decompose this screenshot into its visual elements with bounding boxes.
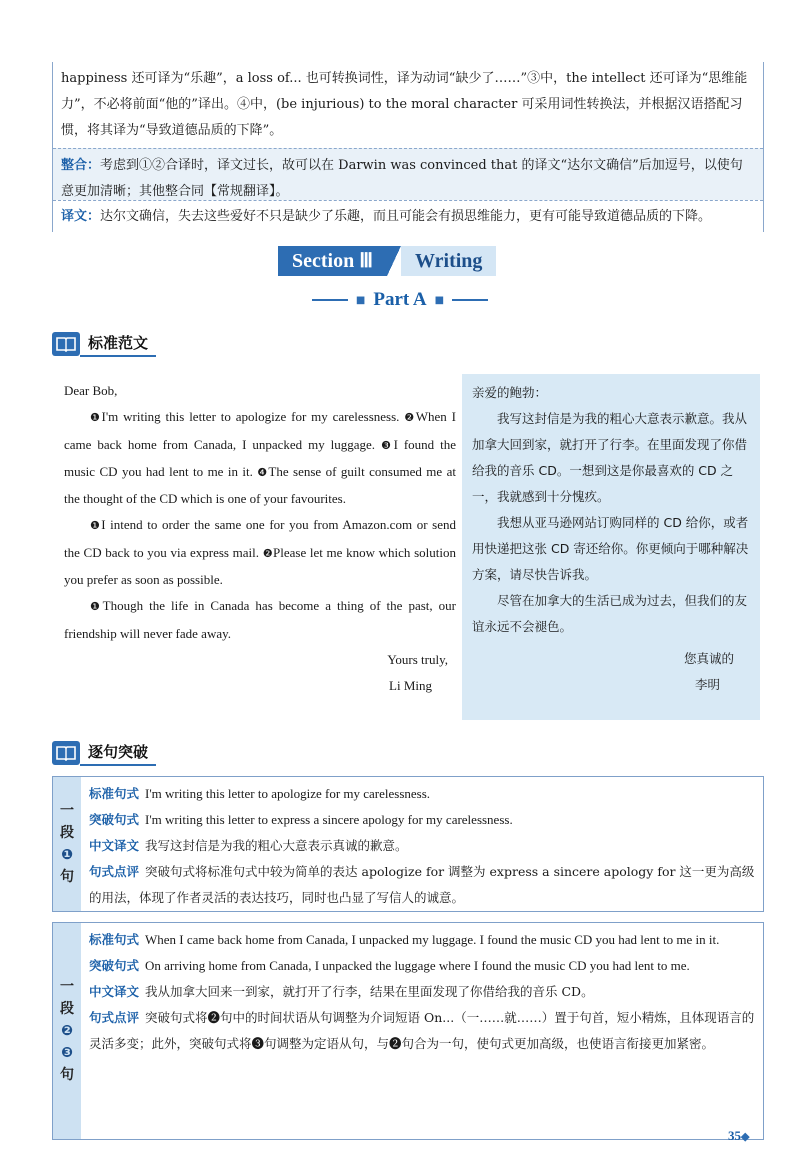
translation-text: 达尔文确信，失去这些爱好不只是缺少了乐趣，而且可能会有损思维能力，更有可能导致道德品质的下降。	[100, 209, 712, 224]
translation-label: 译文：	[61, 209, 101, 224]
standard-sentence-row	[89, 781, 755, 807]
side-char: 句	[60, 869, 74, 885]
chinese-translation: 我从加拿大回来一到家，就打开了行李，结果在里面发现了你借给我的音乐 CD。	[145, 984, 594, 999]
letter-closing: Yours truly,	[387, 651, 448, 667]
comment-label: 句式点评	[89, 864, 140, 879]
breakdown-side-label	[53, 777, 81, 911]
comment-text: 突破句式将标准句式中较为简单的表达 apologize for 调整为 express a sincere apology for 这一更为高级的用法，体现了作者灵活的表达技巧，同时也凸显了写信人的诚意。	[89, 864, 755, 905]
letter-sentence: I found the music CD you had lent to me in it.	[64, 436, 457, 479]
letter-signature: Li Ming	[389, 678, 432, 694]
chinese-translation: 我写这封信是为我的粗心大意表示真诚的歉意。	[145, 838, 408, 853]
chinese-translation-label: 中文译文	[89, 984, 140, 999]
side-char: ❸	[61, 1045, 73, 1061]
section-numeral: Section Ⅲ	[278, 246, 387, 276]
sentence-number: ❶	[90, 519, 102, 533]
breakthrough-sentence-row	[89, 953, 755, 979]
breakdown-box-2	[52, 922, 764, 1140]
letter-sentence: I intend to order the same one for you from Amazon.com or send the CD back to you via express mail.	[64, 517, 456, 560]
comment-label: 句式点评	[89, 1010, 140, 1025]
letter-sentence: Though the life in Canada has become a thing of the past, our friendship will never fade away.	[64, 598, 456, 641]
sentence-number: ❹	[257, 465, 269, 479]
integration-text: 考虑到①②合译时，译文过长，故可以在 Darwin was convinced that 的译文“达尔文确信”后加逗号，以使句意更加清晰；其他整合同【常规翻译】。	[61, 158, 743, 199]
breakdown-body	[81, 923, 763, 1139]
integration-row	[53, 148, 763, 200]
letter-sentence: When I came back home from Canada, I unpacked my luggage.	[64, 409, 456, 452]
part-title: Part A	[373, 289, 427, 310]
translation-paragraph-1: 我写这封信是为我的粗心大意表示歉意。我从加拿大回到家，就打开了行李。在里面发现了你借给我的音乐 CD。一想到这是你最喜欢的 CD 之一，我就感到十分愧疚。	[472, 411, 748, 504]
book-icon	[52, 332, 80, 356]
side-char: ❷	[61, 1023, 73, 1039]
integration-label: 整合：	[61, 158, 101, 173]
part-left-square-icon: ■	[355, 294, 366, 306]
side-char: 一	[60, 803, 74, 819]
sentence-breakdown-heading	[52, 740, 156, 766]
sample-letter	[64, 378, 456, 700]
chinese-translation-row	[89, 833, 755, 859]
breakthrough-sentence-row	[89, 807, 755, 833]
part-left-rule	[312, 299, 348, 301]
letter-sentence: Please let me know which solution you prefer as soon as possible.	[64, 544, 456, 588]
analysis-paragraph: happiness 还可译为“乐趣”，a loss of... 也可转换词性，译为动词“缺少了……”③中，the intellect 还可译为“思维能力”，不必将前面“他的”译出。④中，(be injurious) to the moral character 可采用词性转换法，并根据汉语搭配习惯，将其译为“导致道德品质的下降”。	[53, 62, 763, 148]
letter-paragraph-2	[64, 512, 456, 593]
standard-sentence: I'm writing this letter to apologize for my carelessness.	[145, 786, 431, 801]
side-char: 段	[60, 825, 74, 841]
translation-greeting: 亲爱的鲍勃：	[472, 385, 548, 400]
breakdown-box-1	[52, 776, 764, 912]
sentence-number: ❷	[404, 411, 416, 425]
page-corner-icon: ◆	[741, 1131, 750, 1143]
part-heading	[300, 286, 500, 314]
breakthrough-sentence: I'm writing this letter to express a sincere apology for my carelessness.	[145, 812, 513, 827]
chinese-translation-label: 中文译文	[89, 838, 140, 853]
letter-greeting: Dear Bob,	[64, 383, 118, 398]
translation-signature: 李明	[694, 677, 720, 692]
comment-row	[89, 859, 755, 911]
side-char: 一	[60, 979, 74, 995]
standard-label: 标准句式	[89, 786, 140, 801]
part-right-rule	[452, 299, 488, 301]
translation-row	[53, 200, 763, 232]
letter-paragraph-3	[64, 593, 456, 647]
letter-translation-box	[462, 374, 760, 720]
translation-paragraph-3: 尽管在加拿大的生活已成为过去，但我们的友谊永远不会褪色。	[472, 593, 748, 634]
page-number-text: 35	[728, 1128, 741, 1143]
sentence-number: ❷	[262, 546, 273, 560]
letter-sentence: I'm writing this letter to apologize for my carelessness.	[101, 409, 400, 425]
page-number	[728, 1128, 749, 1144]
side-char: 句	[60, 1067, 74, 1083]
letter-paragraph-1	[64, 404, 456, 512]
standard-sentence-row	[89, 927, 755, 953]
section-header	[278, 246, 496, 276]
section-slash-decoration	[387, 246, 401, 276]
letter-sentence: The sense of guilt consumed me at the thought of the CD which is one of your favourites.	[64, 463, 456, 507]
side-char: ❶	[61, 847, 73, 863]
previous-analysis-box	[52, 62, 764, 232]
side-char: 段	[60, 1001, 74, 1017]
sample-essay-heading-text: 标准范文	[80, 331, 156, 357]
breakthrough-sentence: On arriving home from Canada, I unpacked the luggage where I found the music CD you had lent to me.	[145, 958, 690, 973]
translation-closing: 您真诚的	[683, 651, 734, 666]
breakdown-body	[81, 777, 763, 911]
standard-sentence: When I came back home from Canada, I unpacked my luggage. I found the music CD you had lent to me in it.	[145, 932, 720, 947]
sentence-breakdown-heading-text: 逐句突破	[80, 740, 156, 766]
translation-paragraph-2: 我想从亚马逊网站订购同样的 CD 给你，或者用快递把这张 CD 寄还给你。你更倾向于哪种解决方案，请尽快告诉我。	[472, 515, 749, 582]
chinese-translation-row	[89, 979, 755, 1005]
part-right-square-icon: ■	[434, 294, 445, 306]
sentence-number: ❶	[90, 600, 103, 614]
standard-label: 标准句式	[89, 932, 140, 947]
breakdown-side-label	[53, 923, 81, 1139]
sentence-number: ❸	[381, 438, 394, 452]
breakthrough-label: 突破句式	[89, 812, 140, 827]
sentence-number: ❶	[90, 411, 102, 425]
breakthrough-label: 突破句式	[89, 958, 140, 973]
comment-row	[89, 1005, 755, 1057]
book-icon	[52, 741, 80, 765]
comment-text: 突破句式将❷句中的时间状语从句调整为介词短语 On...（一……就……）置于句首，短小精炼，且体现语言的灵活多变；此外，突破句式将❸句调整为定语从句，与❷句合为一句，使句式更加高级，也使语言衔接更加紧密。	[89, 1010, 755, 1051]
sample-essay-heading	[52, 331, 156, 357]
section-title: Writing	[401, 246, 496, 276]
